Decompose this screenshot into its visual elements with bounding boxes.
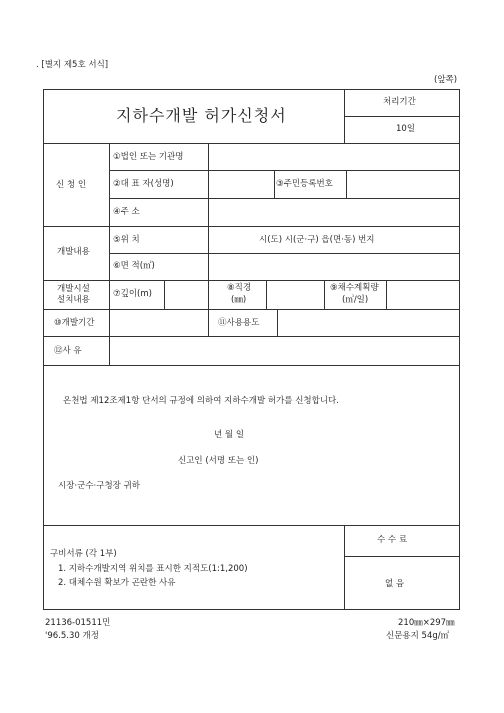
location-label: ⑤위 치 — [113, 235, 140, 245]
recipient-line: 시장·군수·구청장 귀하 — [58, 481, 141, 491]
required-document-item: 2. 대체수원 확보가 곤란한 사유 — [58, 578, 176, 588]
paper-size: 210㎜×297㎜ — [398, 618, 455, 628]
required-document-item: 1. 지하수개발지역 위치를 표시한 지적도(1:1,200) — [58, 564, 248, 574]
declaration-text: 온천법 제12조제1항 단서의 규정에 의하여 지하수개발 허가를 신청합니다. — [63, 396, 339, 406]
processing-period-value: 10일 — [396, 124, 416, 134]
representative-label: ②대 표 자(성명) — [113, 179, 174, 189]
registration-number-label: ③주민등록번호 — [276, 179, 333, 189]
applicant-signature-line: 신고인 (서명 또는 인) — [178, 456, 259, 466]
processing-period-label: 처리기간 — [383, 97, 416, 107]
paper-weight: 신문용지 54g/㎡ — [386, 631, 450, 641]
required-documents-heading: 구비서류 (각 1부) — [50, 549, 117, 559]
facility-section-label-2: 설치내용 — [57, 295, 90, 305]
reason-label: ⑫사 유 — [54, 346, 82, 356]
fee-label: 수 수 료 — [377, 535, 408, 545]
form-code: 21136-01511민 — [45, 618, 111, 628]
address-label: ④주 소 — [113, 207, 140, 217]
diameter-label: ⑧직경 — [227, 283, 252, 293]
form-reference: . [별지 제5호 서식] — [36, 60, 109, 70]
revision-date: '96.5.30 개정 — [45, 631, 99, 641]
date-line: 년 월 일 — [214, 430, 245, 440]
pumping-plan-label: ⑨채수계획량 — [330, 283, 379, 293]
org-name-label: ①법인 또는 기관명 — [113, 152, 184, 162]
fee-value: 없 음 — [385, 579, 405, 589]
development-section-label: 개발내용 — [57, 247, 90, 257]
location-template: 시(도) 시(군·구) 읍(면·동) 번지 — [259, 235, 375, 245]
depth-label: ⑦깊이(m) — [113, 289, 152, 299]
area-label: ⑥면 적(㎡) — [113, 261, 155, 271]
development-period-label: ⑩개발기간 — [54, 318, 95, 328]
form-title: 지하수개발 허가신청서 — [116, 106, 287, 125]
facility-section-label: 개발시설 — [57, 284, 90, 294]
usage-label: ⑪사용용도 — [218, 318, 260, 328]
pumping-plan-unit: (㎥/일) — [342, 295, 369, 305]
form-frame — [43, 89, 460, 610]
diameter-unit: (㎜) — [231, 295, 247, 305]
page-side-label: (앞쪽) — [434, 75, 458, 85]
applicant-section-label: 신 청 인 — [56, 180, 87, 190]
